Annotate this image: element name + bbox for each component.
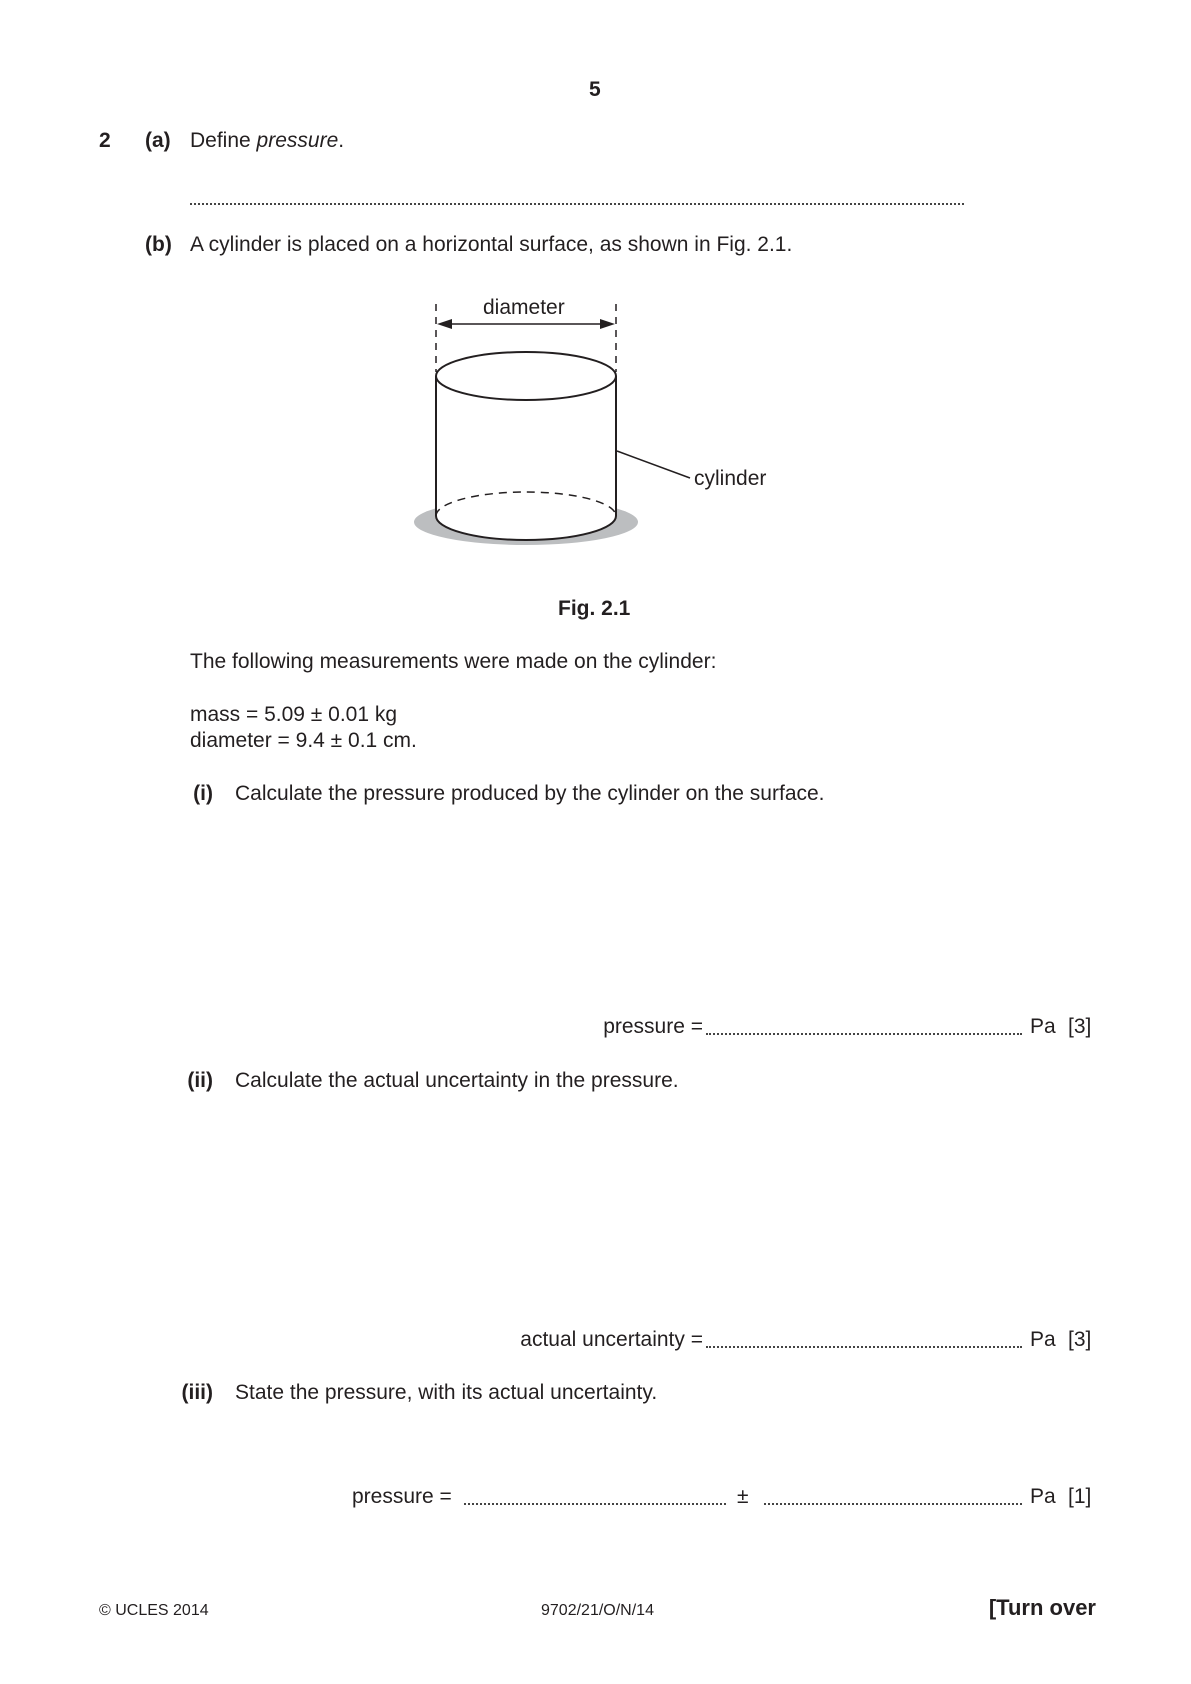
page-number: 5 bbox=[589, 78, 601, 101]
sub-iii-value-line[interactable] bbox=[464, 1485, 726, 1505]
diameter-measurement: diameter = 9.4 ± 0.1 cm. bbox=[190, 729, 417, 752]
sub-ii-label: (ii) bbox=[187, 1069, 213, 1092]
cylinder-leader-line bbox=[617, 451, 690, 478]
part-b-label: (b) bbox=[145, 233, 172, 256]
cylinder-label: cylinder bbox=[694, 467, 767, 490]
sub-iii-text: State the pressure, with its actual uncertainty. bbox=[235, 1381, 658, 1404]
part-a-italic-term: pressure bbox=[256, 129, 339, 152]
sub-i-marks: [3] bbox=[1068, 1015, 1092, 1038]
sub-ii-text: Calculate the actual uncertainty in the pressure. bbox=[235, 1069, 679, 1092]
sub-iii-answer-label: pressure = bbox=[352, 1485, 452, 1508]
sub-i-unit: Pa bbox=[1030, 1015, 1056, 1038]
cylinder-diagram bbox=[400, 290, 800, 560]
footer-paper-code: 9702/21/O/N/14 bbox=[541, 1602, 654, 1619]
part-a-label: (a) bbox=[145, 129, 171, 152]
sub-ii-answer-line[interactable] bbox=[706, 1328, 1022, 1348]
sub-i-text: Calculate the pressure produced by the cylinder on the surface. bbox=[235, 782, 825, 805]
measurements-intro: The following measurements were made on the cylinder: bbox=[190, 650, 717, 673]
part-a-question bbox=[190, 130, 344, 151]
part-a-answer-line[interactable] bbox=[190, 183, 964, 205]
plus-minus-sign: ± bbox=[737, 1485, 749, 1508]
sub-ii-answer-label: actual uncertainty = bbox=[520, 1328, 703, 1351]
sub-iii-uncertainty-line[interactable] bbox=[764, 1485, 1022, 1505]
sub-iii-unit: Pa bbox=[1030, 1485, 1056, 1508]
cylinder-top bbox=[436, 352, 616, 400]
sub-ii-unit: Pa bbox=[1030, 1328, 1056, 1351]
mass-measurement: mass = 5.09 ± 0.01 kg bbox=[190, 703, 398, 726]
sub-iii-marks: [1] bbox=[1068, 1485, 1092, 1508]
part-b-text: A cylinder is placed on a horizontal surface, as shown in Fig. 2.1. bbox=[190, 233, 793, 256]
figure-caption: Fig. 2.1 bbox=[558, 597, 631, 620]
part-a-prefix: Define bbox=[190, 129, 257, 152]
question-number: 2 bbox=[99, 129, 111, 152]
footer-turn-over: [Turn over bbox=[988, 1595, 1096, 1620]
sub-i-answer-line[interactable] bbox=[706, 1015, 1022, 1035]
diameter-arrow-left-head bbox=[437, 319, 452, 329]
sub-iii-label: (iii) bbox=[181, 1381, 213, 1404]
sub-ii-marks: [3] bbox=[1068, 1328, 1092, 1351]
part-a-suffix: . bbox=[338, 129, 345, 152]
diameter-arrow-right-head bbox=[600, 319, 615, 329]
diameter-label: diameter bbox=[483, 296, 565, 319]
footer-copyright: © UCLES 2014 bbox=[99, 1602, 209, 1619]
sub-i-answer-label: pressure = bbox=[603, 1015, 703, 1038]
sub-i-label: (i) bbox=[193, 782, 213, 805]
